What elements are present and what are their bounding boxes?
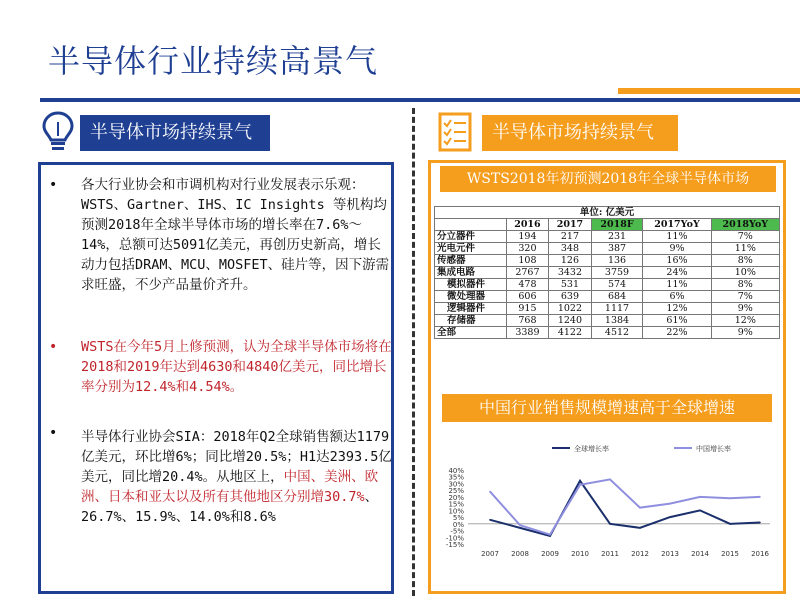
table-cell: 1022 [549,303,592,315]
x-tick-label: 2010 [571,550,589,558]
right-section-header: 半导体市场持续景气 [482,115,678,151]
series-point [729,523,731,525]
bullet-text-2: WSTS在今年5月上修预测，认为全球半导体市场将在2018和2019年达到4630和4840亿美元，同比增长率分别为12.4%和4.54%。 [81,339,392,395]
table-header-cell: 2018F [591,219,643,231]
y-tick-label: 40% [448,467,464,475]
legend-label: 全球增长率 [574,445,609,453]
table-header-cell: 2016 [506,219,549,231]
x-tick-label: 2015 [721,550,739,558]
table-cell: 24% [643,267,711,279]
series-point [519,524,521,526]
table-cell: 478 [506,279,549,291]
x-tick-label: 2013 [661,550,679,558]
y-tick-label: 5% [452,514,464,523]
table-row-label: 模拟器件 [435,279,507,291]
table-cell: 22% [643,327,711,339]
table-cell: 684 [591,291,643,303]
series-point [609,523,611,525]
table-cell: 606 [506,291,549,303]
forecast-table [434,206,780,339]
table-cell: 108 [506,255,549,267]
table-cell: 531 [549,279,592,291]
series-point [579,480,581,482]
series-point [699,510,701,512]
table-cell: 6% [643,291,711,303]
table-row [435,243,780,255]
page-title: 半导体行业持续高景气 [48,42,379,80]
table-cell: 16% [643,255,711,267]
table-cell: 1384 [591,315,643,327]
table-row-label: 存储器 [435,315,507,327]
table-cell: 136 [591,255,643,267]
x-tick-label: 2016 [751,550,769,558]
series-point [759,496,761,498]
table-cell: 639 [549,291,592,303]
series-point [549,534,551,536]
bullet-text-3d: 、26.7%、15.9%、14.0%和8.6% [81,489,379,525]
table-cell: 387 [591,243,643,255]
table-cell: 768 [506,315,549,327]
y-tick-label: 35% [448,473,464,482]
y-tick-label: 20% [448,493,464,502]
bullet-text-3c: 30.7% [324,489,365,505]
x-tick-label: 2014 [691,550,709,558]
table-cell: 61% [643,315,711,327]
left-content-box [38,162,394,594]
table-cell: 1240 [549,315,592,327]
table-cell: 8% [711,279,779,291]
column-divider [412,108,415,596]
series-point [669,516,671,518]
table-cell: 12% [711,315,779,327]
table-cell: 4512 [591,327,643,339]
series-point [609,479,611,481]
bullet-text-3 [81,427,393,527]
x-tick-label: 2011 [601,550,619,558]
bullet-text-3a: 半导体行业协会SIA：2018年Q2全球销售额达1179亿美元，环比增6%；同比增20.5%；H1达2393.5亿美元，同比增20.4%。从地区上， [81,429,392,485]
table-cell: 3759 [591,267,643,279]
table-row [435,291,780,303]
title-accent-bar [618,88,800,94]
y-tick-label: 0% [452,520,464,529]
series-point [729,497,731,499]
x-tick-label: 2008 [511,550,529,558]
table-cell: 915 [506,303,549,315]
checklist-icon [438,112,472,152]
table-header-row [435,219,780,231]
table-row [435,327,780,339]
table-cell: 9% [711,327,779,339]
x-tick-label: 2009 [541,550,559,558]
table-cell: 12% [643,303,711,315]
table-cell: 574 [591,279,643,291]
table-header-cell [435,219,507,231]
table-unit: 单位: 亿美元 [435,207,780,219]
series-point [759,522,761,524]
table-cell: 11% [711,243,779,255]
series-point [669,503,671,505]
table-cell: 4122 [549,327,592,339]
table-row [435,255,780,267]
y-tick-label: -15% [445,541,464,549]
table-cell: 3389 [506,327,549,339]
table-cell: 10% [711,267,779,279]
table-cell: 8% [711,255,779,267]
table-row-label: 逻辑器件 [435,303,507,315]
series-point [639,527,641,529]
series-point [579,484,581,486]
bullet-marker-1: • [49,177,58,193]
table-cell: 11% [643,231,711,243]
table-header-cell: 2018YoY [711,219,779,231]
table-cell: 7% [711,291,779,303]
x-tick-label: 2007 [481,550,499,558]
y-tick-label: 10% [448,507,464,516]
table-row [435,303,780,315]
table-row-label: 集成电路 [435,267,507,279]
table-cell: 1117 [591,303,643,315]
table-row-label: 微处理器 [435,291,507,303]
title-underline-right [618,98,800,102]
table-row-label: 传感器 [435,255,507,267]
legend-label: 中国增长率 [696,445,731,453]
y-tick-label: -10% [445,534,464,543]
y-tick-label: 25% [448,487,464,496]
table-cell: 2767 [506,267,549,279]
table-cell: 231 [591,231,643,243]
table-row [435,267,780,279]
table-cell: 194 [506,231,549,243]
table-cell: 9% [643,243,711,255]
title-underline [40,98,618,102]
y-tick-label: 15% [448,500,464,509]
chart-title-banner: 中国行业销售规模增速高于全球增速 [442,394,772,422]
series-point [489,519,491,521]
table-header-cell: 2017YoY [643,219,711,231]
series-point [639,507,641,509]
series-point [519,527,521,529]
table-row-label: 全部 [435,327,507,339]
table-row [435,231,780,243]
table-title-banner: WSTS2018年初预测2018年全球半导体市场 [440,166,776,192]
table-row [435,279,780,291]
table-row [435,315,780,327]
table-cell: 348 [549,243,592,255]
bullet-text-3b: 中国、美洲、欧洲、日本和亚太以及所有其他地区分别增 [81,469,379,505]
table-row-label: 光电元件 [435,243,507,255]
table-header-cell: 2017 [549,219,592,231]
table-cell: 11% [643,279,711,291]
lightbulb-icon [40,110,76,152]
table-cell: 217 [549,231,592,243]
table-cell: 126 [549,255,592,267]
y-tick-label: 30% [448,480,464,489]
left-section-header: 半导体市场持续景气 [80,115,270,151]
table-cell: 3432 [549,267,592,279]
y-tick-label: -5% [450,527,464,536]
table-cell: 320 [506,243,549,255]
bullet-text-1: 各大行业协会和市调机构对行业发展表示乐观：WSTS、Gartner、IHS、IC Insights 等机构均预测2018年全球半导体市场的增长率在7.6%～14%，总额可达5091亿美元，再创历史新高，增长动力包括DRAM、MCU、MOSFET、硅片等，因下游需求旺盛，不少产品量价齐升。 [81,177,390,293]
table-row-label: 分立器件 [435,231,507,243]
table-cell: 7% [711,231,779,243]
series-point [489,491,491,493]
growth-line-chart [434,428,780,588]
series-point [699,496,701,498]
bullet-marker-3: • [49,425,58,441]
bullet-marker-2: • [49,339,58,355]
x-tick-label: 2012 [631,550,649,558]
table-cell: 9% [711,303,779,315]
